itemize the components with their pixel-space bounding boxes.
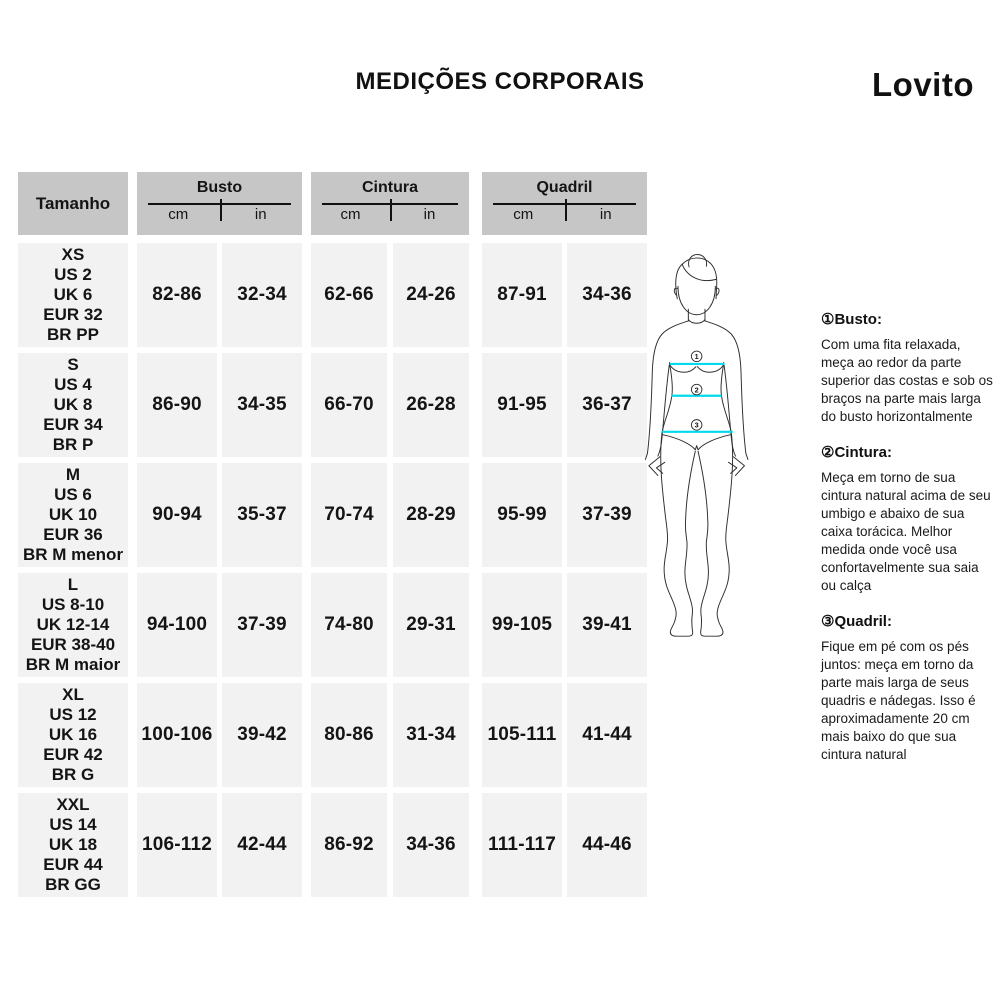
cintura-in-cell: 28-29 bbox=[393, 463, 469, 567]
size-line: EUR 38-40 bbox=[30, 635, 116, 654]
instructions-panel bbox=[821, 310, 993, 781]
busto-unit-in: in bbox=[254, 206, 267, 223]
size-line: EUR 42 bbox=[43, 745, 103, 764]
size-table bbox=[18, 172, 647, 903]
marker-1-number: 1 bbox=[694, 352, 699, 362]
cintura-in-cell: 34-36 bbox=[393, 793, 469, 897]
size-line: US 14 bbox=[49, 815, 97, 834]
size-line: EUR 32 bbox=[43, 305, 103, 324]
quadril-label: Quadril bbox=[536, 179, 593, 196]
busto-cm-cell: 100-106 bbox=[137, 683, 217, 787]
cintura-cm-cell: 80-86 bbox=[311, 683, 387, 787]
busto-cm-cell: 94-100 bbox=[137, 573, 217, 677]
right-leg-outer bbox=[717, 433, 732, 620]
cintura-cm-cell: 66-70 bbox=[311, 353, 387, 457]
busto-group-header bbox=[137, 172, 302, 235]
cintura-cm-cell: 70-74 bbox=[311, 463, 387, 567]
table-row bbox=[18, 683, 647, 787]
busto-in-cell: 37-39 bbox=[222, 573, 302, 677]
quadril-in-cell: 41-44 bbox=[567, 683, 647, 787]
quadril-cm-cell: 99-105 bbox=[482, 573, 562, 677]
table-row bbox=[18, 243, 647, 347]
quadril-cm-cell: 91-95 bbox=[482, 353, 562, 457]
table-header-row bbox=[18, 172, 647, 235]
quadril-in-cell: 39-41 bbox=[567, 573, 647, 677]
quadril-group-header bbox=[482, 172, 647, 235]
size-line: UK 10 bbox=[48, 505, 98, 524]
quadril-unit-cm: cm bbox=[513, 206, 534, 223]
cintura-cm-cell: 62-66 bbox=[311, 243, 387, 347]
left-leg-outer bbox=[661, 433, 676, 620]
cintura-cm-cell: 86-92 bbox=[311, 793, 387, 897]
right-foot bbox=[701, 620, 723, 637]
busto-in-cell: 39-42 bbox=[222, 683, 302, 787]
cintura-instruction-text: Meça em torno de sua cintura natural acima de seu umbigo e abaixo de sua caixa torácica. Melhor medida onde você usa confortavelmente sua saia ou calça bbox=[821, 470, 991, 593]
quadril-instruction-text: Fique em pé com os pés juntos: meça em torno da parte mais larga de seus quadris e nádegas. Isso é aproximadamente 20 cm mais baixo do que sua cintura natural bbox=[821, 639, 976, 762]
panty-line bbox=[662, 435, 731, 450]
table-row bbox=[18, 353, 647, 457]
left-arm-outer bbox=[645, 321, 688, 460]
busto-label: Busto bbox=[196, 179, 243, 196]
size-line: BR PP bbox=[47, 325, 99, 344]
busto-cm-cell: 90-94 bbox=[137, 463, 217, 567]
size-cell bbox=[18, 353, 128, 457]
table-row bbox=[18, 793, 647, 897]
quadril-cm-cell: 95-99 bbox=[482, 463, 562, 567]
quadril-in-cell: 36-37 bbox=[567, 353, 647, 457]
busto-in-cell: 32-34 bbox=[222, 243, 302, 347]
busto-in-cell: 34-35 bbox=[222, 353, 302, 457]
size-line: S bbox=[67, 355, 79, 374]
size-line: BR GG bbox=[45, 875, 101, 894]
size-line: BR P bbox=[52, 435, 94, 454]
marker-3-number: 3 bbox=[694, 420, 699, 430]
cintura-in-cell: 29-31 bbox=[393, 573, 469, 677]
cintura-unit-cm: cm bbox=[340, 206, 361, 223]
face-outline bbox=[678, 286, 715, 314]
left-leg-inner bbox=[685, 451, 695, 619]
size-table-rows bbox=[18, 243, 647, 897]
size-line: XS bbox=[61, 245, 85, 264]
size-line: BR G bbox=[51, 765, 95, 784]
cintura-label: Cintura bbox=[362, 179, 418, 196]
cintura-in-cell: 26-28 bbox=[393, 353, 469, 457]
right-arm-inner bbox=[724, 363, 736, 457]
busto-unit-cm: cm bbox=[168, 206, 189, 223]
busto-instruction-text: Com uma fita relaxada, meça ao redor da parte superior das costas e sob os braços na parte mais larga do busto horizontalmente bbox=[821, 337, 993, 424]
right-leg-inner bbox=[698, 451, 708, 619]
right-hand bbox=[729, 457, 745, 476]
busto-cm-cell: 86-90 bbox=[137, 353, 217, 457]
busto-in-cell: 42-44 bbox=[222, 793, 302, 897]
size-line: EUR 44 bbox=[43, 855, 103, 874]
left-arm-inner bbox=[658, 363, 670, 457]
bust-curves bbox=[670, 365, 724, 373]
size-line: XXL bbox=[56, 795, 90, 814]
table-row bbox=[18, 463, 647, 567]
table-row bbox=[18, 573, 647, 677]
cintura-cm-cell: 74-80 bbox=[311, 573, 387, 677]
size-line: EUR 34 bbox=[43, 415, 103, 434]
quadril-in-cell: 44-46 bbox=[567, 793, 647, 897]
size-cell bbox=[18, 683, 128, 787]
busto-in-cell: 35-37 bbox=[222, 463, 302, 567]
left-foot bbox=[670, 620, 692, 637]
quadril-instruction-heading: ③Quadril: bbox=[821, 613, 892, 630]
size-line: UK 16 bbox=[48, 725, 98, 744]
left-hand bbox=[649, 457, 665, 476]
size-line: EUR 36 bbox=[43, 525, 103, 544]
size-line: UK 6 bbox=[53, 285, 93, 304]
size-line: UK 12-14 bbox=[36, 615, 110, 634]
size-line: US 6 bbox=[54, 485, 92, 504]
quadril-in-cell: 37-39 bbox=[567, 463, 647, 567]
quadril-cm-cell: 87-91 bbox=[482, 243, 562, 347]
size-line: M bbox=[65, 465, 81, 484]
quadril-in-cell: 34-36 bbox=[567, 243, 647, 347]
hair-bun bbox=[689, 254, 707, 266]
size-cell bbox=[18, 243, 128, 347]
marker-2-number: 2 bbox=[694, 385, 699, 395]
quadril-cm-cell: 105-111 bbox=[482, 683, 562, 787]
hair-sweep bbox=[682, 264, 716, 280]
page-title: MEDIÇÕES CORPORAIS bbox=[355, 68, 645, 95]
size-line: BR M maior bbox=[25, 655, 121, 674]
size-line: XL bbox=[62, 685, 84, 704]
busto-cm-cell: 106-112 bbox=[137, 793, 217, 897]
size-line: US 4 bbox=[54, 375, 92, 394]
size-column-header: Tamanho bbox=[18, 172, 128, 235]
size-line: US 12 bbox=[49, 705, 97, 724]
size-line: UK 18 bbox=[48, 835, 98, 854]
cintura-instruction-heading: ②Cintura: bbox=[821, 444, 892, 461]
cintura-unit-in: in bbox=[423, 206, 436, 223]
neck bbox=[688, 309, 705, 323]
size-line: US 8-10 bbox=[41, 595, 105, 614]
busto-instruction-heading: ①Busto: bbox=[821, 311, 882, 328]
quadril-unit-in: in bbox=[599, 206, 612, 223]
size-cell bbox=[18, 793, 128, 897]
cintura-group-header bbox=[311, 172, 469, 235]
body-figure bbox=[626, 251, 832, 817]
body-figure-svg bbox=[626, 251, 832, 817]
cintura-in-cell: 24-26 bbox=[393, 243, 469, 347]
size-line: US 2 bbox=[54, 265, 92, 284]
brand-logo: Lovito bbox=[872, 66, 974, 103]
size-cell bbox=[18, 573, 128, 677]
size-line: BR M menor bbox=[22, 545, 124, 564]
busto-cm-cell: 82-86 bbox=[137, 243, 217, 347]
size-line: L bbox=[67, 575, 79, 594]
quadril-cm-cell: 111-117 bbox=[482, 793, 562, 897]
size-cell bbox=[18, 463, 128, 567]
size-line: UK 8 bbox=[53, 395, 93, 414]
right-arm-outer bbox=[705, 321, 748, 460]
cintura-in-cell: 31-34 bbox=[393, 683, 469, 787]
